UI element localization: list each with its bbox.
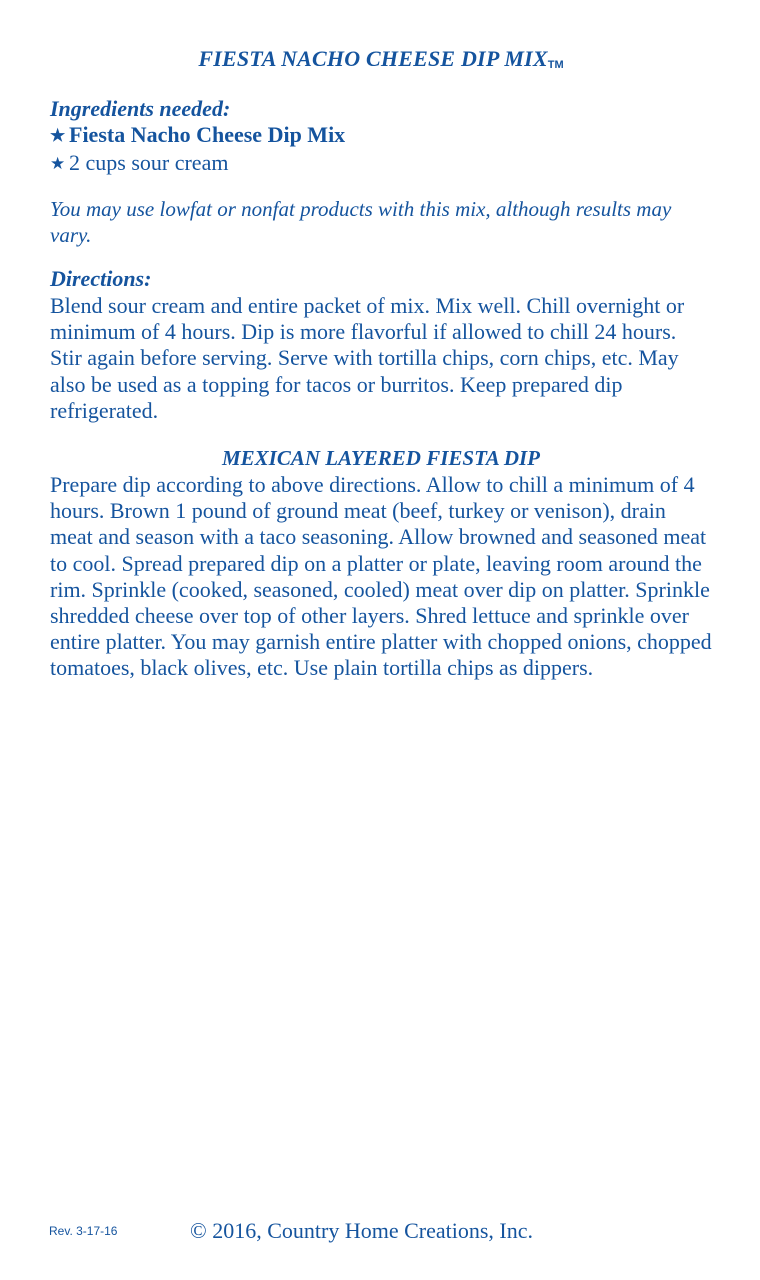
- list-item: [50, 150, 712, 178]
- star-bullet-icon: ★: [50, 126, 66, 145]
- ingredient-label: 2 cups sour cream: [69, 150, 229, 175]
- layered-dip-heading: MEXICAN LAYERED FIESTA DIP: [221, 446, 541, 471]
- page-title: [50, 0, 712, 76]
- page-footer: [0, 1218, 760, 1252]
- recipe-content: [50, 0, 712, 682]
- directions-body: Blend sour cream and entire packet of mix. Mix well. Chill overnight or minimum of 4 hours. Dip is more flavorful if allowed to chill 24 hours. Stir again before serving. Serve with tortilla chips, corn chips, etc. May also be used as a topping for tacos or burritos. Keep prepared dip refrigerated.: [50, 293, 685, 423]
- list-item: [50, 122, 712, 150]
- lowfat-note: You may use lowfat or nonfat products with this mix, although results may vary.: [50, 197, 672, 247]
- page-title-text: FIESTA NACHO CHEESE DIP MIX: [198, 46, 548, 71]
- ingredients-list: [50, 122, 712, 178]
- directions-heading: Directions:: [50, 266, 152, 291]
- ingredients-heading: Ingredients needed:: [50, 96, 231, 121]
- trademark-mark: TM: [547, 59, 564, 71]
- copyright-label: © 2016, Country Home Creations, Inc.: [190, 1218, 533, 1243]
- layered-dip-body: Prepare dip according to above directions. Allow to chill a minimum of 4 hours. Brown 1 pound of ground meat (beef, turkey or venison), drain meat and season with a taco seasoning. Allow browned and seasoned meat to cool. Spread prepared dip on a platter or plate, leaving room around the rim. Sprinkle (cooked, seasoned, cooled) meat over dip on platter. Sprinkle shredded cheese over top of other layers. Shred lettuce and sprinkle over entire platter. You may garnish entire platter with chopped onions, chopped tomatoes, black olives, etc. Use plain tortilla chips as dippers.: [50, 472, 712, 681]
- star-bullet-icon: ★: [50, 154, 66, 173]
- ingredient-label: Fiesta Nacho Cheese Dip Mix: [69, 122, 346, 147]
- revision-label: Rev. 3-17-16: [49, 1224, 118, 1238]
